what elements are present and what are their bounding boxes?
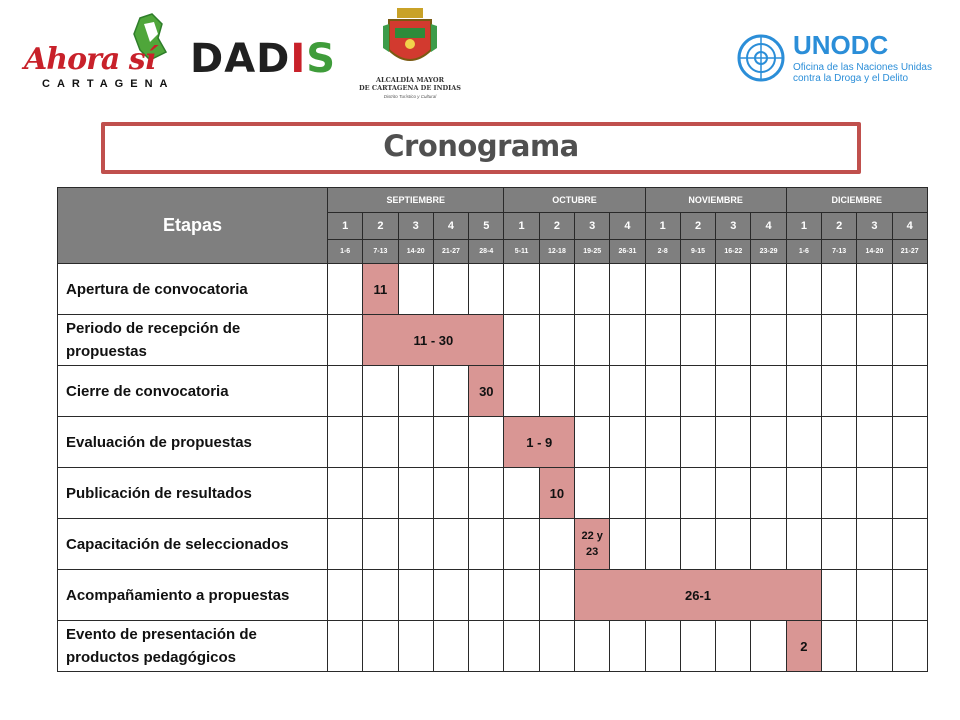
schedule-cell <box>328 366 363 417</box>
schedule-cell <box>328 621 363 672</box>
schedule-cell <box>398 366 433 417</box>
week-range: 12-18 <box>539 240 574 264</box>
schedule-cell <box>328 264 363 315</box>
week-number: 5 <box>469 213 504 240</box>
schedule-cell <box>786 417 821 468</box>
week-range: 16-22 <box>716 240 751 264</box>
week-range: 5-11 <box>504 240 539 264</box>
schedule-cell <box>645 519 680 570</box>
schedule-bar: 26-1 <box>575 570 822 621</box>
schedule-cell <box>610 468 645 519</box>
schedule-cell <box>857 570 892 621</box>
week-range: 23-29 <box>751 240 786 264</box>
month-header: DICIEMBRE <box>786 188 927 213</box>
schedule-cell <box>680 519 715 570</box>
week-number: 3 <box>716 213 751 240</box>
schedule-cell <box>469 519 504 570</box>
schedule-cell <box>504 366 539 417</box>
page-title: Cronograma <box>383 129 579 163</box>
schedule-bar: 1 - 9 <box>504 417 575 468</box>
schedule-cell <box>680 315 715 366</box>
schedule-bar: 2 <box>786 621 821 672</box>
schedule-cell <box>857 621 892 672</box>
unodc-subtitle <box>793 62 943 84</box>
month-header: SEPTIEMBRE <box>328 188 504 213</box>
table-row <box>58 621 928 672</box>
schedule-cell <box>716 417 751 468</box>
dadis-logo <box>190 30 340 94</box>
stage-label: Evento de presentación de productos pedagógicos <box>58 621 328 672</box>
schedule-cell <box>786 366 821 417</box>
week-number: 4 <box>610 213 645 240</box>
stage-label: Evaluación de propuestas <box>58 417 328 468</box>
week-range: 14-20 <box>398 240 433 264</box>
schedule-cell <box>504 519 539 570</box>
stage-label: Apertura de convocatoria <box>58 264 328 315</box>
schedule-cell <box>539 621 574 672</box>
week-number: 3 <box>575 213 610 240</box>
schedule-cell <box>892 570 927 621</box>
schedule-cell <box>716 264 751 315</box>
schedule-cell <box>822 468 857 519</box>
schedule-cell <box>892 315 927 366</box>
schedule-cell <box>328 417 363 468</box>
schedule-cell <box>751 468 786 519</box>
table-row <box>58 366 928 417</box>
schedule-cell <box>575 366 610 417</box>
table-row <box>58 519 928 570</box>
schedule-cell <box>610 366 645 417</box>
schedule-cell <box>786 468 821 519</box>
schedule-cell <box>645 315 680 366</box>
schedule-cell <box>433 570 468 621</box>
schedule-cell <box>433 519 468 570</box>
schedule-cell <box>680 621 715 672</box>
week-number: 3 <box>398 213 433 240</box>
schedule-cell <box>539 315 574 366</box>
schedule-cell <box>433 264 468 315</box>
week-number: 1 <box>328 213 363 240</box>
schedule-cell <box>469 621 504 672</box>
schedule-cell <box>575 264 610 315</box>
schedule-cell <box>786 315 821 366</box>
week-range: 19-25 <box>575 240 610 264</box>
schedule-cell <box>857 366 892 417</box>
stage-label: Periodo de recepción de propuestas <box>58 315 328 366</box>
schedule-bar: 10 <box>539 468 574 519</box>
week-number: 4 <box>892 213 927 240</box>
schedule-cell <box>469 468 504 519</box>
schedule-cell <box>857 264 892 315</box>
week-range: 1-6 <box>328 240 363 264</box>
table-row <box>58 468 928 519</box>
schedule-cell <box>645 366 680 417</box>
schedule-cell <box>504 264 539 315</box>
schedule-cell <box>645 468 680 519</box>
schedule-cell <box>610 417 645 468</box>
schedule-cell <box>575 468 610 519</box>
schedule-cell <box>680 366 715 417</box>
week-range: 2-8 <box>645 240 680 264</box>
dadis-suffix: S <box>306 36 337 82</box>
schedule-cell <box>751 315 786 366</box>
week-number: 2 <box>539 213 574 240</box>
schedule-cell <box>645 621 680 672</box>
schedule-bar: 11 <box>363 264 398 315</box>
unodc-subtitle-line1: Oficina de las Naciones Unidas <box>793 62 932 73</box>
schedule-table <box>57 187 928 672</box>
stage-label: Acompañamiento a propuestas <box>58 570 328 621</box>
week-range: 14-20 <box>857 240 892 264</box>
schedule-cell <box>716 366 751 417</box>
week-range: 9-15 <box>680 240 715 264</box>
schedule-cell <box>575 621 610 672</box>
week-range: 26-31 <box>610 240 645 264</box>
week-number: 1 <box>504 213 539 240</box>
cartagena-wordmark: CARTAGENA <box>42 78 175 90</box>
schedule-body <box>58 264 928 672</box>
schedule-cell <box>857 468 892 519</box>
schedule-cell <box>751 621 786 672</box>
un-emblem-icon <box>735 32 787 84</box>
table-row <box>58 264 928 315</box>
week-range: 1-6 <box>786 240 821 264</box>
schedule-cell <box>328 570 363 621</box>
schedule-bar: 30 <box>469 366 504 417</box>
week-range: 28-4 <box>469 240 504 264</box>
dadis-wordmark <box>190 36 336 82</box>
schedule-cell <box>539 366 574 417</box>
ahora-si-cartagena-logo <box>22 12 175 92</box>
schedule-cell <box>680 468 715 519</box>
schedule-cell <box>751 417 786 468</box>
alcaldia-cartagena-logo <box>355 6 465 106</box>
schedule-cell <box>645 264 680 315</box>
schedule-cell <box>892 366 927 417</box>
schedule-cell <box>363 519 398 570</box>
schedule-cell <box>857 417 892 468</box>
schedule-cell <box>328 315 363 366</box>
schedule-cell <box>610 264 645 315</box>
dadis-prefix: DAD <box>190 36 291 82</box>
week-range: 7-13 <box>363 240 398 264</box>
schedule-cell <box>822 264 857 315</box>
schedule-cell <box>751 366 786 417</box>
dadis-i: I <box>290 36 307 82</box>
week-range: 7-13 <box>822 240 857 264</box>
schedule-cell <box>398 417 433 468</box>
schedule-cell <box>433 366 468 417</box>
month-header: NOVIEMBRE <box>645 188 786 213</box>
schedule-cell <box>680 417 715 468</box>
schedule-cell <box>363 366 398 417</box>
schedule-cell <box>610 621 645 672</box>
month-header-row <box>58 188 928 213</box>
schedule-cell <box>786 264 821 315</box>
schedule-cell <box>433 621 468 672</box>
schedule-cell <box>328 519 363 570</box>
schedule-cell <box>469 264 504 315</box>
unodc-subtitle-line2: contra la Droga y el Delito <box>793 73 909 84</box>
schedule-cell <box>857 519 892 570</box>
week-number: 1 <box>786 213 821 240</box>
week-number: 4 <box>751 213 786 240</box>
schedule-cell <box>857 315 892 366</box>
stage-label: Capacitación de seleccionados <box>58 519 328 570</box>
stages-header: Etapas <box>58 188 328 264</box>
schedule-cell <box>822 519 857 570</box>
schedule-cell <box>575 315 610 366</box>
schedule-cell <box>363 468 398 519</box>
schedule-cell <box>716 621 751 672</box>
schedule-cell <box>716 315 751 366</box>
schedule-cell <box>822 621 857 672</box>
coat-of-arms-icon <box>355 6 465 76</box>
schedule-cell <box>822 366 857 417</box>
schedule-cell <box>751 519 786 570</box>
schedule-cell <box>504 570 539 621</box>
schedule-cell <box>645 417 680 468</box>
schedule-cell <box>539 519 574 570</box>
week-number: 1 <box>645 213 680 240</box>
ahora-si-wordmark: Ahora sí <box>24 42 156 77</box>
schedule-cell <box>433 468 468 519</box>
week-range: 21-27 <box>433 240 468 264</box>
alcaldia-subtitle: DE CARTAGENA DE INDIAS <box>359 84 461 92</box>
table-row <box>58 315 928 366</box>
schedule-cell <box>398 570 433 621</box>
schedule-cell <box>504 621 539 672</box>
week-number: 2 <box>822 213 857 240</box>
week-range: 21-27 <box>892 240 927 264</box>
schedule-cell <box>433 417 468 468</box>
schedule-cell <box>610 315 645 366</box>
schedule-cell <box>398 264 433 315</box>
schedule-cell <box>892 468 927 519</box>
schedule-cell <box>363 417 398 468</box>
schedule-cell <box>469 570 504 621</box>
week-number: 2 <box>680 213 715 240</box>
schedule-cell <box>716 519 751 570</box>
schedule-cell <box>610 519 645 570</box>
table-row <box>58 570 928 621</box>
schedule-bar: 22 y 23 <box>575 519 610 570</box>
schedule-cell <box>504 315 539 366</box>
schedule-cell <box>363 621 398 672</box>
schedule-cell <box>716 468 751 519</box>
schedule-cell <box>680 264 715 315</box>
schedule-cell <box>504 468 539 519</box>
schedule-cell <box>328 468 363 519</box>
schedule-bar: 11 - 30 <box>363 315 504 366</box>
schedule-cell <box>892 621 927 672</box>
alcaldia-title: ALCALDÍA MAYOR <box>375 76 444 84</box>
month-header: OCTUBRE <box>504 188 645 213</box>
unodc-wordmark: UNODC <box>793 30 889 60</box>
schedule-cell <box>786 519 821 570</box>
schedule-cell <box>363 570 398 621</box>
week-number: 3 <box>857 213 892 240</box>
title-box <box>101 122 861 174</box>
schedule-cell <box>751 264 786 315</box>
schedule-cell <box>469 417 504 468</box>
alcaldia-tagline: Distrito Turístico y Cultural <box>383 94 437 99</box>
schedule-cell <box>539 570 574 621</box>
schedule-cell <box>822 570 857 621</box>
week-number: 4 <box>433 213 468 240</box>
schedule-cell <box>539 264 574 315</box>
schedule-cell <box>822 417 857 468</box>
week-number: 2 <box>363 213 398 240</box>
stage-label: Publicación de resultados <box>58 468 328 519</box>
schedule-cell <box>892 519 927 570</box>
schedule-cell <box>398 519 433 570</box>
schedule-cell <box>398 621 433 672</box>
stage-label: Cierre de convocatoria <box>58 366 328 417</box>
table-row <box>58 417 928 468</box>
schedule-cell <box>398 468 433 519</box>
schedule-cell <box>892 417 927 468</box>
unodc-logo <box>735 30 940 90</box>
schedule-cell <box>575 417 610 468</box>
schedule-cell <box>822 315 857 366</box>
schedule-cell <box>892 264 927 315</box>
